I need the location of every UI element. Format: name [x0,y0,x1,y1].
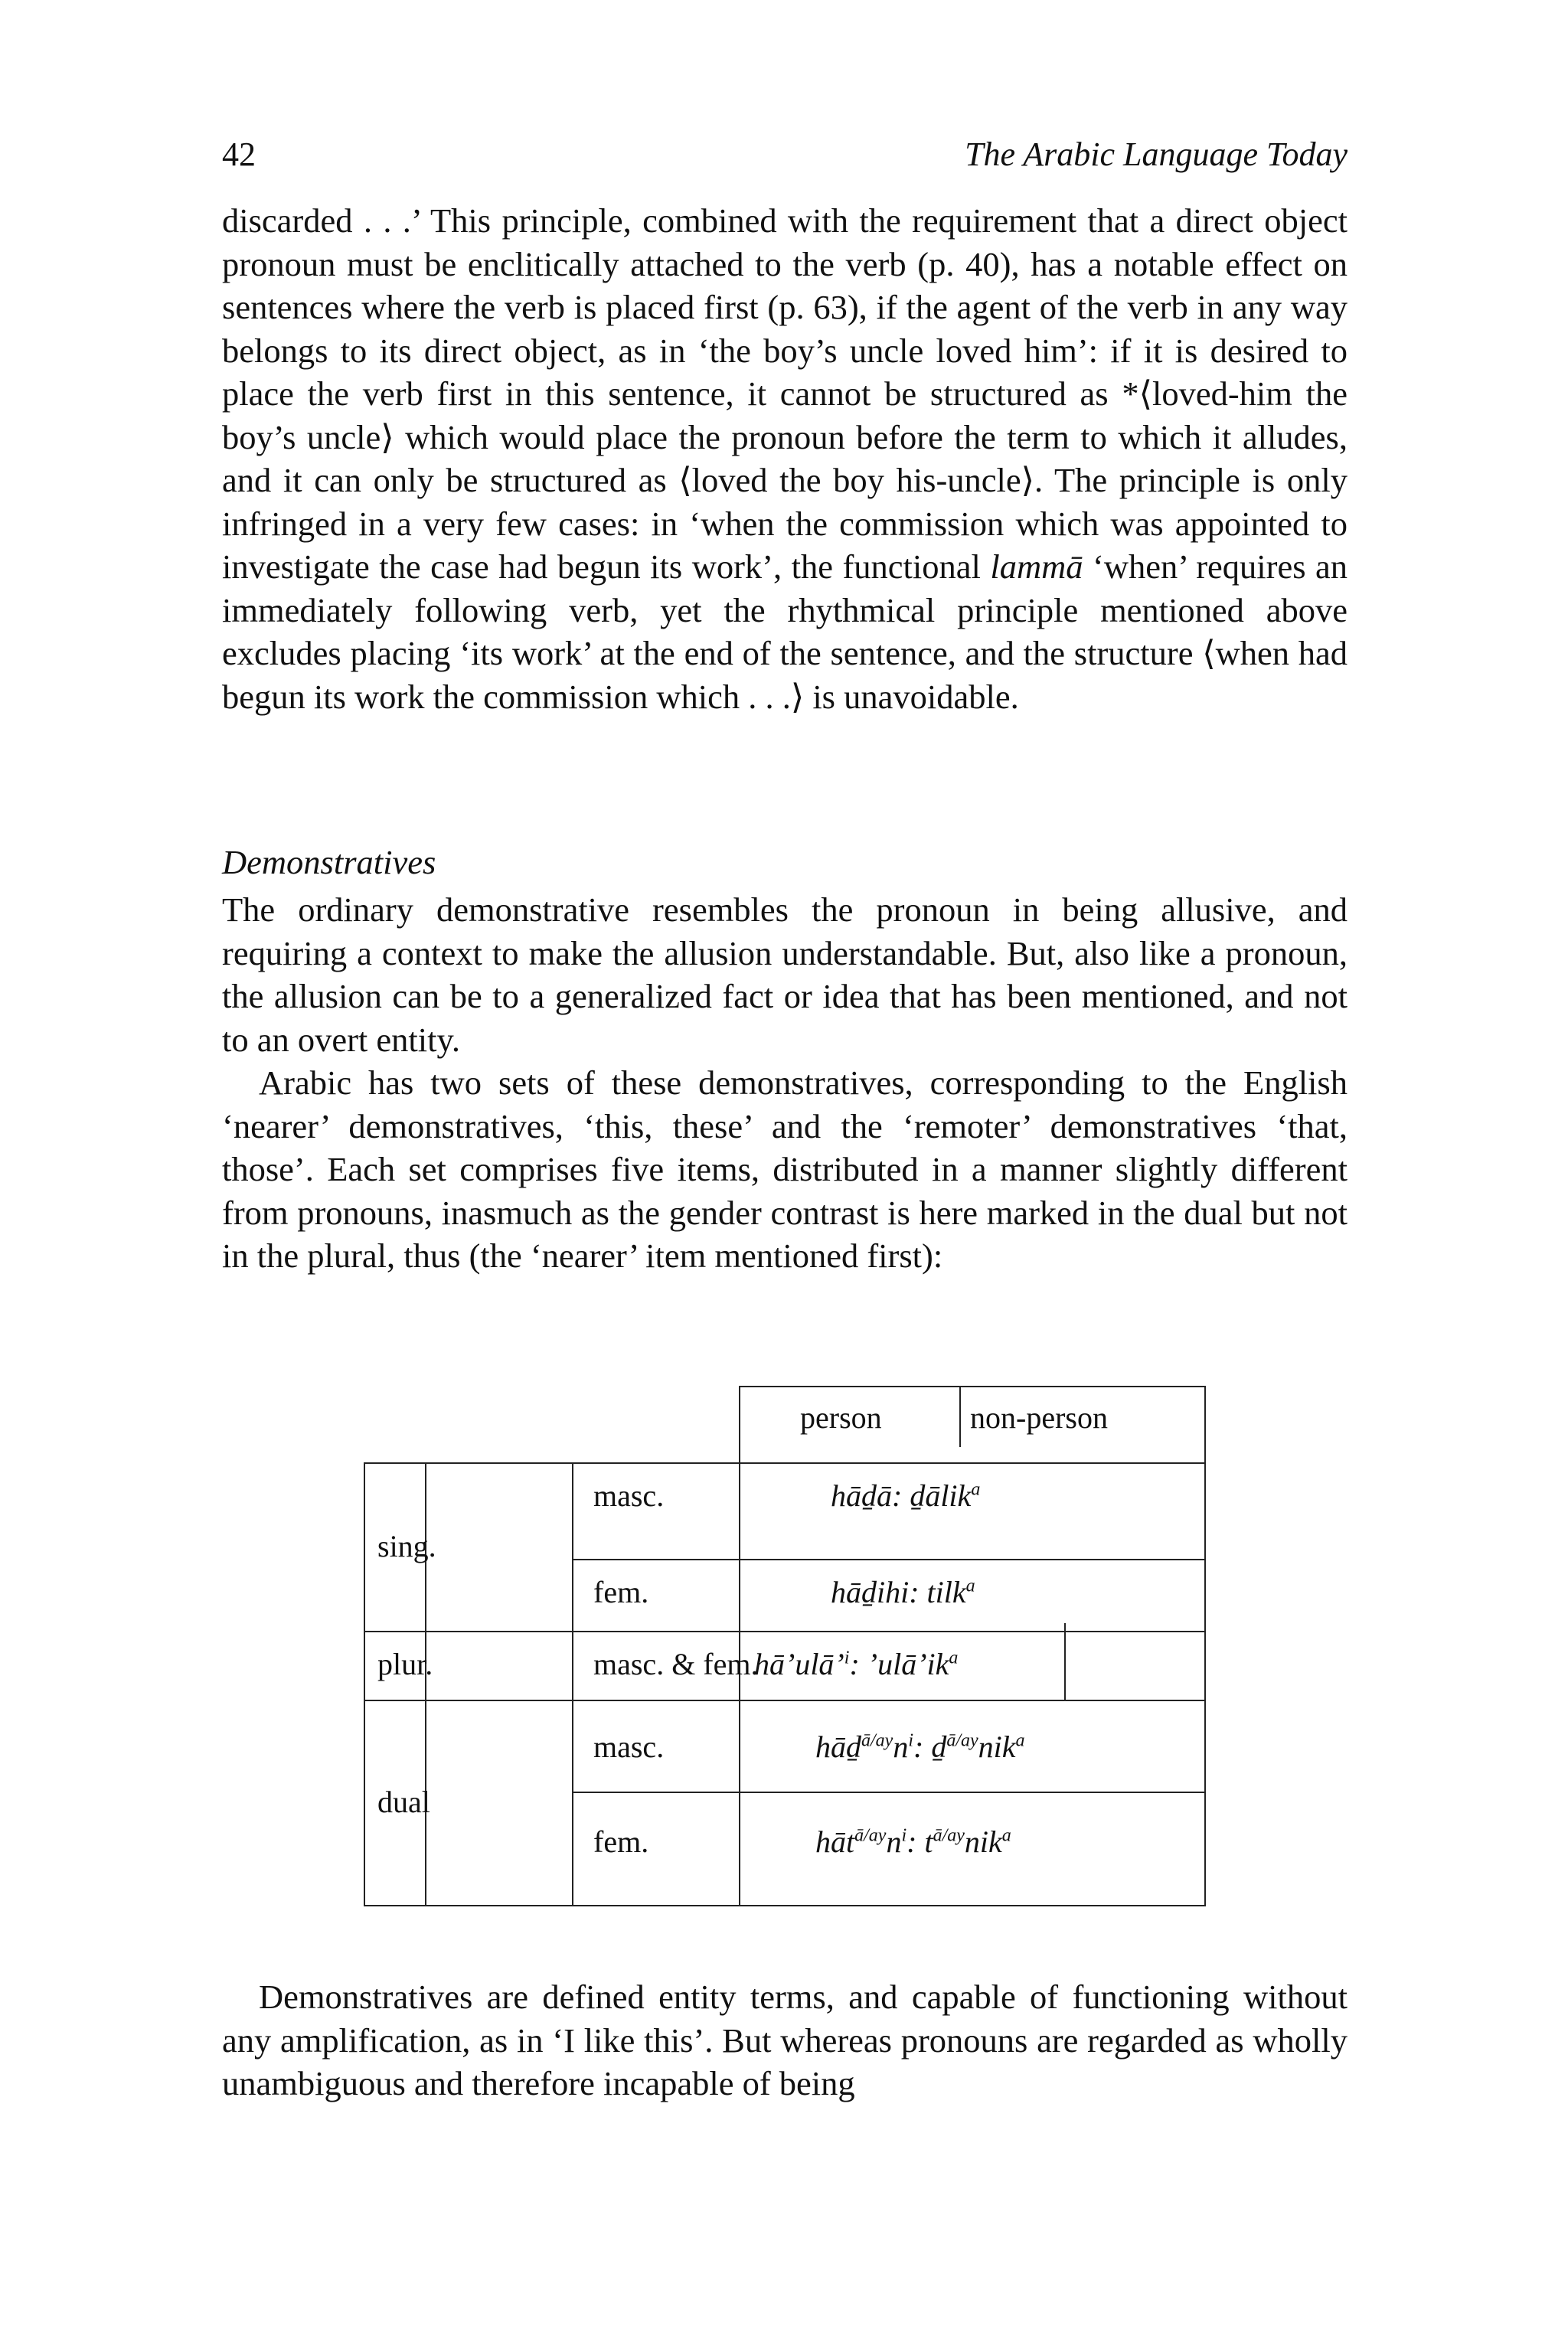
final-paragraph: Demonstratives are defined entity terms, and capable of functioning without any amplification, as in ‘I like this’. But whereas pronouns are regarded as wholly unambiguous and therefore incapable of being [222,1978,1348,2102]
gender-label: fem. [593,1575,649,1609]
demonstrative-form: $hāt^{ā/ay}n^i$: $t^{ā/ay}nik^a$ [815,1824,1011,1859]
demonstratives-text [222,888,1348,1278]
page-header [222,135,1348,181]
gender-label: masc. & fem. [593,1647,759,1681]
row-group-singular: sing. [377,1529,436,1563]
demonstrative-form: hāḏihi: tilk$^a$ [831,1575,975,1609]
col-header-person: person [800,1400,882,1435]
gender-label: masc. [593,1478,665,1513]
demonstratives-paragraph-1: The ordinary demonstrative resembles the pronoun in being allusive, and requiring a context to make the allusion understandable. But, also like a pronoun, the allusion can be to a generalized fact or idea that has been mentioned, and not to an overt entity. [222,890,1348,1059]
demonstratives-paragraph-2: Arabic has two sets of these demonstratives, corresponding to the English ‘nearer’ demonstratives, ‘this, these’ and the ‘remoter’ demonstratives ‘that, those’. Each set comprises five items, distributed in a manner slightly different from pronouns, inasmuch as the gender contrast is here marked in the dual but not in the plural, thus (the ‘nearer’ item mentioned first): [222,1063,1348,1275]
row-group-plural: plur. [377,1647,433,1681]
gender-label: masc. [593,1730,665,1764]
demonstrative-form: hā’ulā’$^i$: $’ulā’ik^a$ [754,1647,959,1681]
demonstrative-form: hāḏā: ḏālik$^a$ [831,1478,981,1513]
page-number: 42 [222,136,256,173]
demonstratives-table [364,1386,1206,1906]
paragraph-text: discarded . . .’ This principle, combined with the requirement that a direct object pronoun must be enclitically attached to the verb (p. 40), has a notable effect on sentences where the verb is placed first (p. 63), if the agent of the verb in any way belongs to its direct object, as in ‘the boy’s uncle loved him’: if it is desired to place the verb first in this sentence, it cannot be structured as *⟨loved-him the boy’s uncle⟩ which would place the pronoun before the term to which it alludes, and it can only be structured as ⟨loved the boy his-uncle⟩. The principle is only infringed in a very few cases: in ‘when the commission which was appointed to investigate the case had begun its work’, the functional [222,201,1348,586]
col-header-non-person: non-person [970,1400,1108,1435]
gender-label: fem. [593,1824,649,1859]
section-heading: Demonstratives [222,843,436,881]
closing-paragraph [222,1975,1348,2105]
body-paragraph [222,199,1348,718]
paragraph-text: ‘when’ requires an immediately following verb, yet the rhythmical principle mentioned above excludes placing ‘its work’ at the end of the sentence, and the structure ⟨when had begun its work the commission which . . .⟩ is unavoidable. [222,547,1348,716]
demonstrative-form: $hāḏ^{ā/ay}n^i$: ḏ$^{ā/ay}$nik$^a$ [815,1730,1025,1764]
term-lamma: lammā [990,547,1083,586]
running-title: The Arabic Language Today [965,136,1348,173]
row-group-dual: dual [377,1785,430,1819]
